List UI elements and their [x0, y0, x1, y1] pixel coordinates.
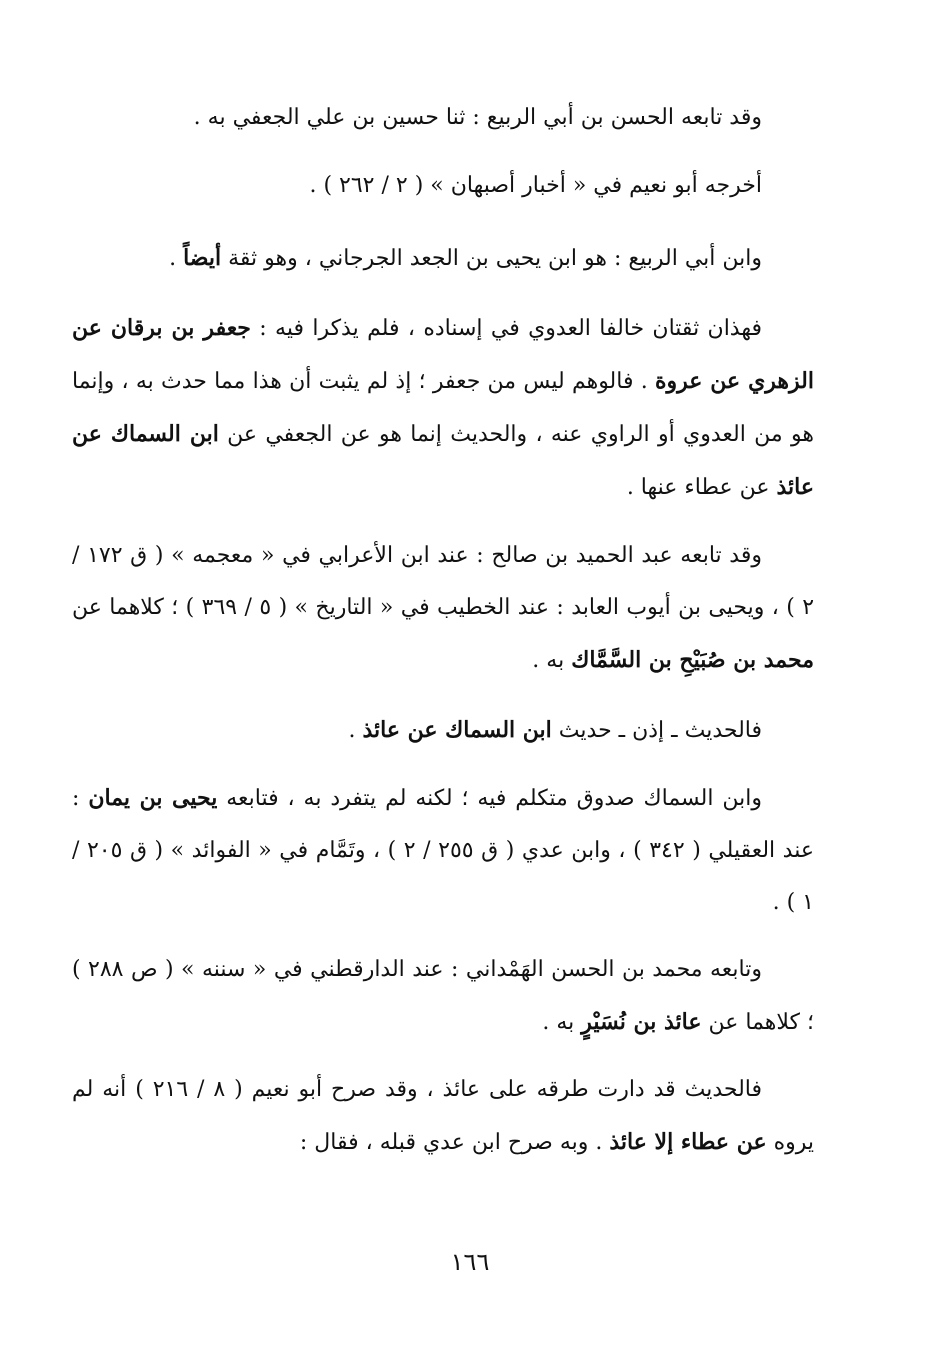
paragraph-6 [72, 704, 814, 757]
paragraph-6-text-a: فالحديث ـ إذن ـ حديث [551, 718, 762, 743]
paragraph-2-text: أخرجه أبو نعيم في « أخبار أصبهان » ( ٢ / ٢٦٢ ) . [309, 173, 762, 198]
paragraph-8 [72, 944, 814, 1049]
paragraph-5-text-b: به . [532, 648, 572, 673]
paragraph-9 [72, 1064, 814, 1169]
paragraph-8-narrator: عائذ بن نُسَيْرٍ [581, 1009, 702, 1035]
paragraph-9-text-b: . وبه صرح ابن عدي قبله ، فقال : [299, 1130, 610, 1155]
paragraph-7-narrator: يحيى بن يمان [88, 785, 218, 811]
paragraph-6-text-b: . [348, 718, 363, 743]
paragraph-7-text-b: : عند العقيلي ( ٣٤٢ ) ، وابن عدي ( ق ٢٥٥ / ٢ ) ، وتَمَّام في « الفوائد » ( ق ٢٠٥ / ١ ) . [72, 786, 814, 915]
paragraph-8-text-b: به . [542, 1010, 582, 1035]
paragraph-1 [72, 92, 814, 144]
paragraph-4-chain-a: جعفر بن برقان عن الزهري عن عروة [72, 315, 814, 394]
paragraph-9-emphasis: عن عطاء إلا عائذ [609, 1129, 767, 1155]
paragraph-3-text: وابن أبي الربيع : هو ابن يحيى بن الجعد الجرجاني ، وهو ثقة [221, 246, 762, 271]
paragraph-5 [72, 530, 814, 687]
paragraph-5-text-a: وقد تابعه عبد الحميد بن صالح : عند ابن الأعرابي في « معجمه » ( ق ١٧٢ / ٢ ) ، ويحيى بن أيوب العابد : عند الخطيب في « التاريخ » ( ٥ / ٣٦٩ ) ؛ كلاهما عن [72, 543, 815, 620]
paragraph-4-text-a: فهذان ثقتان خالفا العدوي في إسناده ، فلم يذكرا فيه : [250, 316, 763, 341]
paragraph-1-text: وقد تابعه الحسن بن أبي الربيع : ثنا حسين بن علي الجعفي به . [193, 105, 762, 130]
paragraph-2 [72, 160, 814, 212]
paragraph-5-narrator: محمد بن صُبَيْحِ بن السَّمَّاك [571, 647, 814, 673]
paragraph-3 [72, 232, 814, 285]
paragraph-6-chain: ابن السماك عن عائذ [362, 717, 552, 743]
paragraph-9-text-a: فالحديث قد دارت طرقه على عائذ ، وقد صرح أبو نعيم ( ٨ / ٢١٦ ) أنه لم يروه [72, 1077, 814, 1155]
paragraph-4-text-c: عن عطاء عنها . [626, 475, 777, 500]
paragraph-7 [72, 772, 814, 929]
paragraph-8-text-a: وتابعه محمد بن الحسن الهَمْداني : عند الدارقطني في « سننه » ( ص ٢٨٨ ) ؛ كلاهما عن [72, 957, 814, 1035]
paragraph-3-end: . [169, 246, 184, 271]
paragraph-4-text-b: . فالوهم ليس من جعفر ؛ إذ لم يثبت أن هذا مما حدث به ، وإنما هو من العدوي أو الراوي عنه ، والحديث إنما هو عن الجعفي عن [72, 369, 814, 447]
paragraph-4 [72, 302, 814, 514]
paragraph-3-emphasis: أيضاً [183, 245, 222, 271]
paragraph-4-chain-b: ابن السماك عن عائذ [72, 421, 814, 500]
paragraph-7-text-a: وابن السماك صدوق متكلم فيه ؛ لكنه لم يتفرد به ، فتابعه [217, 786, 763, 811]
page-number: ١٦٦ [450, 1248, 490, 1276]
